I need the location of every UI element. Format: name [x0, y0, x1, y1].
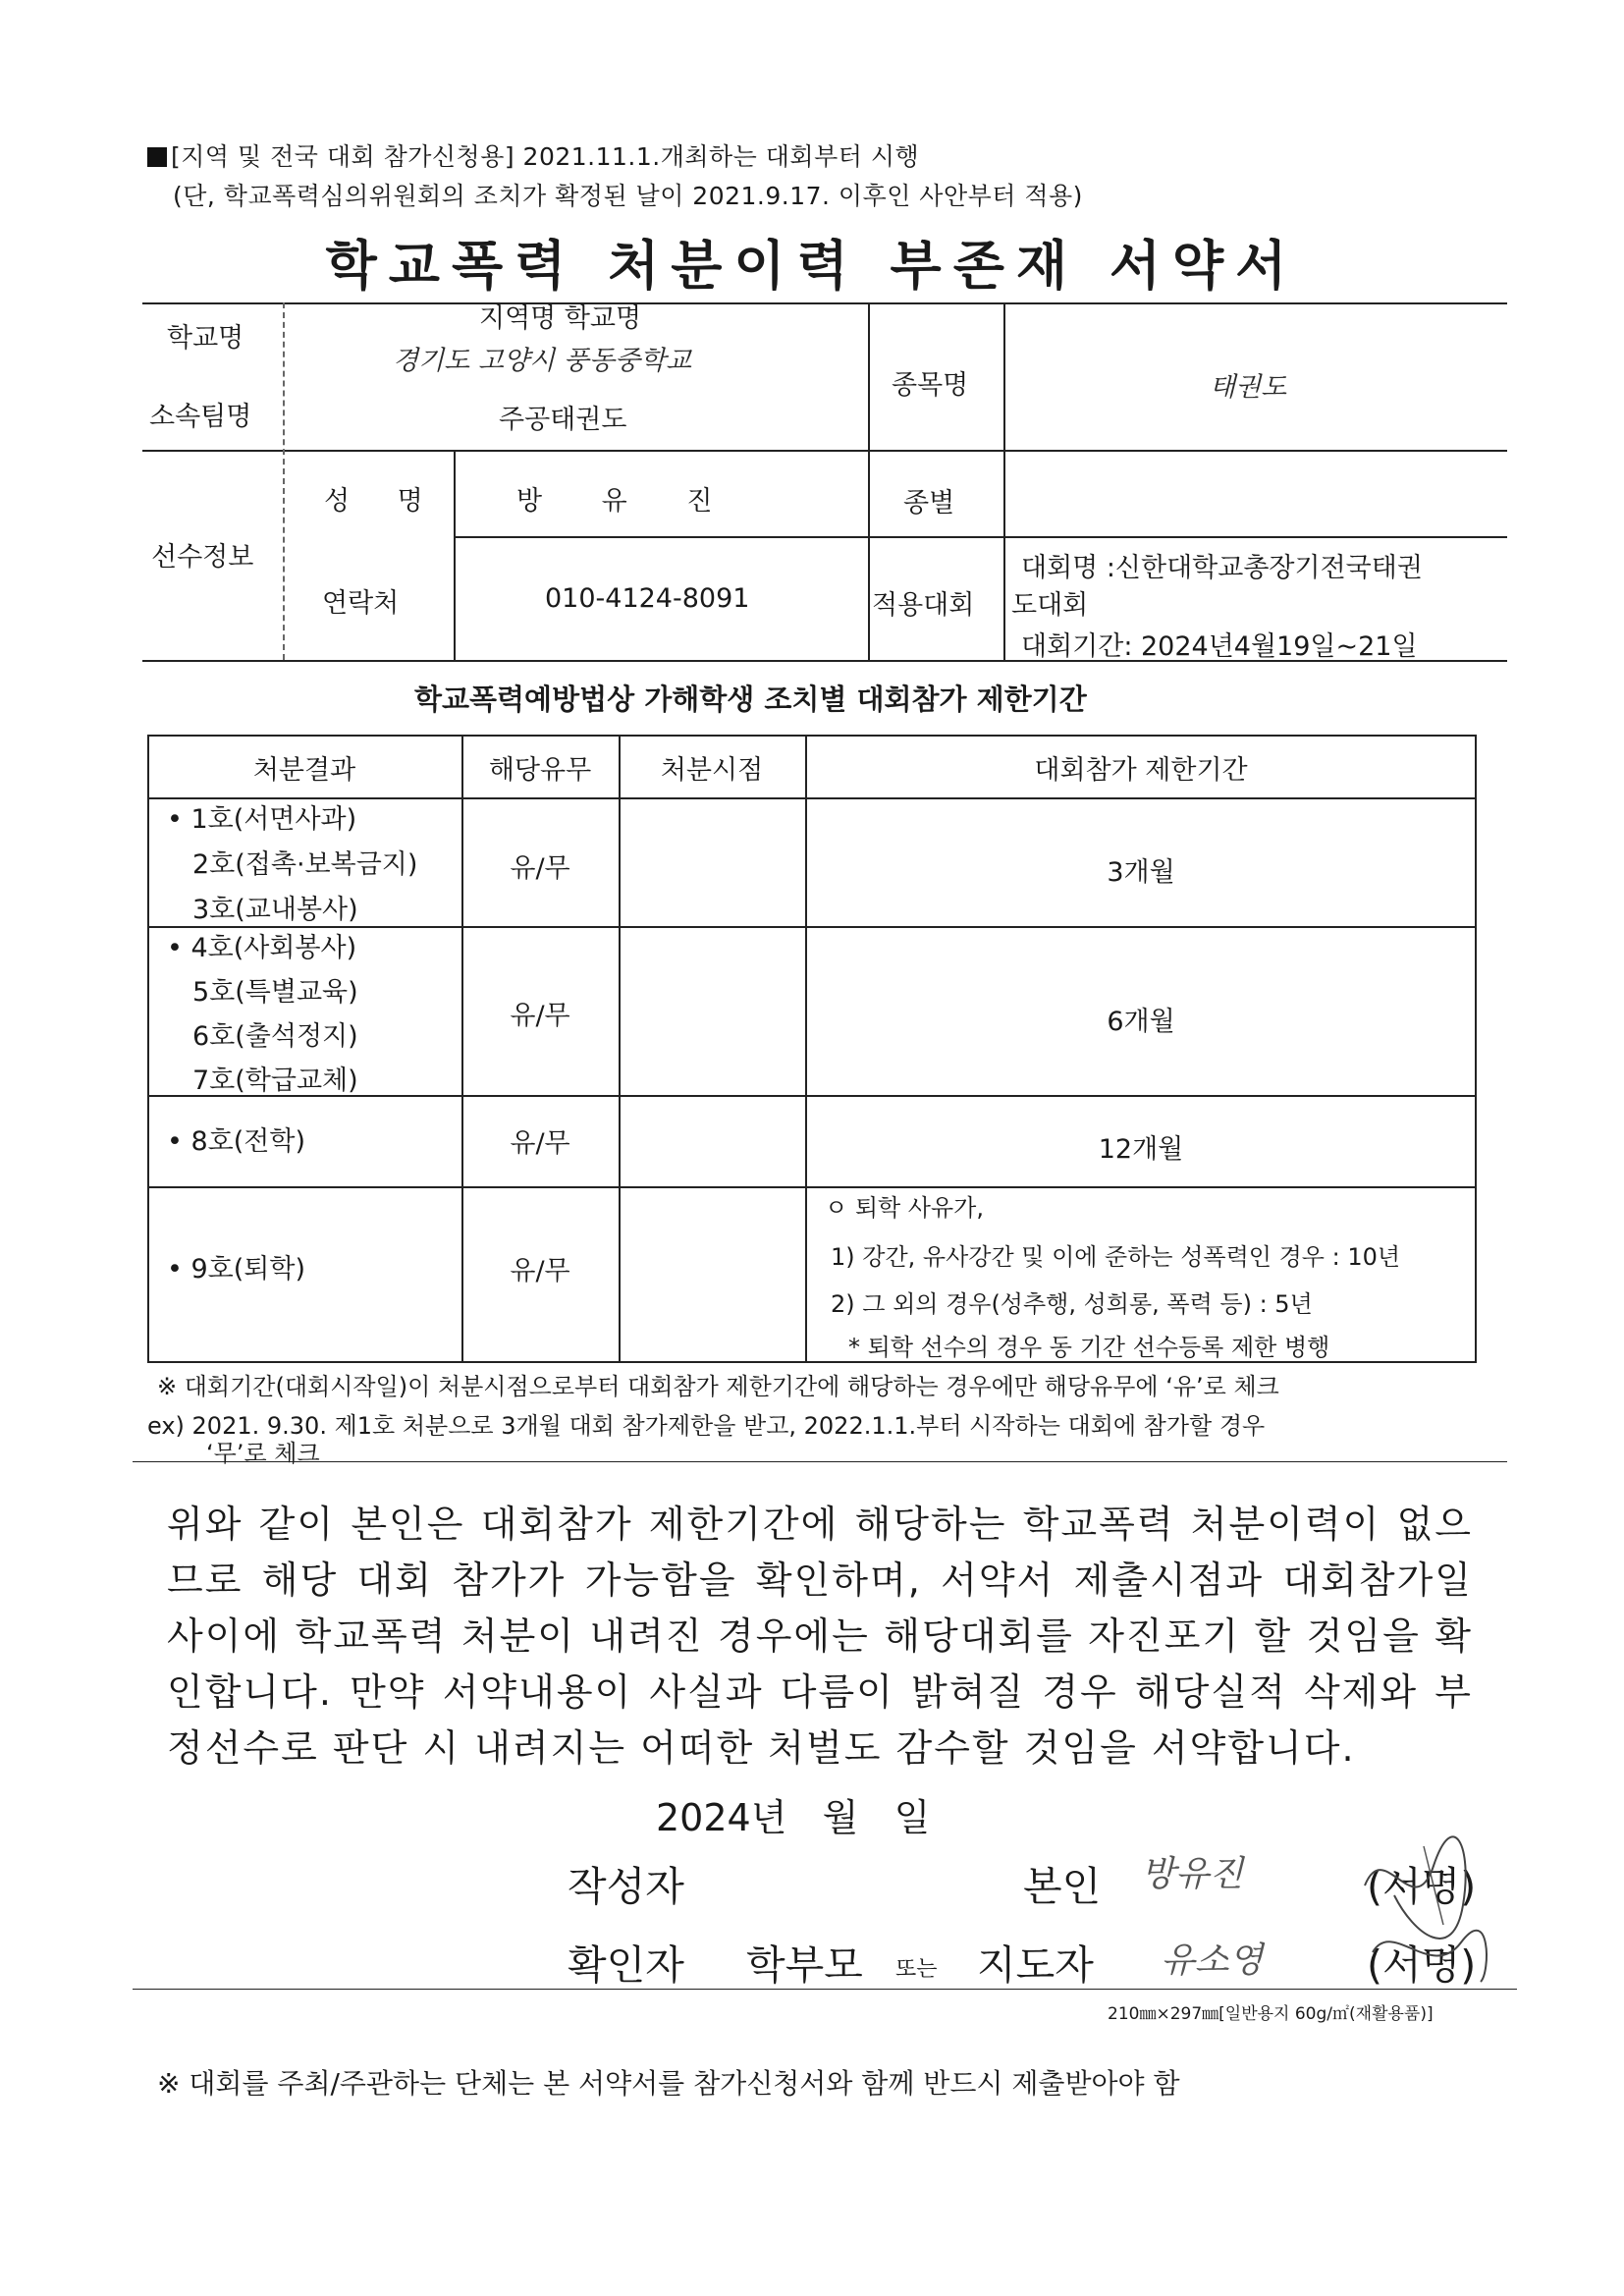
name-value: 방 유 진	[516, 486, 738, 517]
name-label: 성 명	[324, 486, 443, 517]
coach-label: 지도자	[977, 1941, 1094, 1989]
contact-value: 010-4124-8091	[545, 583, 750, 614]
notice-line-2: (단, 학교폭력심의위원회의 조치가 확정된 날이 2021.9.17. 이후인 사안부터 적용)	[173, 182, 1083, 210]
confirmer-label: 확인자	[568, 1941, 684, 1989]
row-3-item-1: • 8호(전학)	[167, 1126, 305, 1157]
header-period: 대회참가 제한기간	[1034, 755, 1248, 786]
sport-label: 종목명	[892, 370, 969, 401]
row-3-applicable: 유/무	[510, 1128, 570, 1159]
info-right-divider	[1003, 302, 1005, 660]
event-name-line-1: 대회명 :신한대학교총장기전국태권	[1021, 553, 1423, 583]
row-2-item-4: 7호(학급교체)	[192, 1066, 358, 1096]
col-divider-3	[805, 735, 807, 1363]
note-1: ※ 대회기간(대회시작일)이 처분시점으로부터 대회참가 제한기간에 해당하는 경우에만 해당유무에 ‘유’로 체크	[157, 1373, 1279, 1400]
event-period: 대회기간: 2024년4월19일~21일	[1021, 631, 1418, 662]
row-4-applicable: 유/무	[510, 1256, 570, 1286]
row-1-item-1: • 1호(서면사과)	[167, 804, 357, 835]
event-label: 적용대회	[872, 590, 975, 621]
player-label: 선수정보	[151, 542, 254, 573]
row-4-item-1: • 9호(퇴학)	[167, 1254, 305, 1285]
gender-label: 종별	[903, 488, 955, 519]
school-value: 경기도 고양시 풍동중학교	[393, 346, 692, 376]
team-label: 소속팀명	[149, 402, 252, 432]
row-1-applicable: 유/무	[510, 853, 570, 884]
pledge-text: 위와 같이 본인은 대회참가 제한기간에 해당하는 학교폭력 처분이력이 없으므로 해당 대회 참가가 가능함을 확인하며, 서약서 제출시점과 대회참가일 사이에 학교폭력 처분이 내려진 경우에는 해당대회를 자진포기 할 것임을 확인합니다. 만약 서약내용이 사실과 다름이 밝혀질 경우 해당실적 삭제와 부정선수로 판단 시 내려지는 어떠한 처벌도 감수할 것임을 서약합니다.	[167, 1503, 1473, 1770]
footer-note: ※ 대회를 주최/주관하는 단체는 본 서약서를 참가신청서와 함께 반드시 제출받아야 함	[157, 2067, 1180, 2100]
row-4-period-line-4: * 퇴학 선수의 경우 동 기간 선수등록 제한 병행	[848, 1334, 1330, 1361]
or-label: 또는	[895, 1957, 938, 1982]
sign-mark-2: (서명)	[1367, 1941, 1477, 1989]
pledge-date: 2024년 월 일	[656, 1796, 931, 1839]
row-2-applicable: 유/무	[510, 1001, 570, 1031]
note-3: ‘무’로 체크	[206, 1440, 320, 1467]
row-4-period-line-3: 2) 그 외의 경우(성추행, 성희롱, 폭력 등) : 5년	[831, 1290, 1313, 1318]
row-1-period: 3개월	[1107, 857, 1175, 888]
school-header: 지역명 학교명	[479, 303, 642, 334]
signature-divider	[133, 1989, 1517, 1990]
row-4-period-line-2: 1) 강간, 유사강간 및 이에 준하는 성폭력인 경우 : 10년	[831, 1243, 1401, 1271]
info-inner-border	[454, 536, 1507, 538]
player-sub-divider	[454, 452, 456, 660]
notice-line-1	[147, 137, 919, 173]
parent-label: 학부모	[746, 1941, 863, 1989]
notes-divider	[133, 1461, 1507, 1462]
row-3-border	[147, 1186, 1477, 1188]
header-time: 처분시점	[660, 755, 764, 786]
row-2-period: 6개월	[1107, 1007, 1175, 1037]
document-title: 학교폭력 처분이력 부존재 서약서	[325, 235, 1299, 297]
paper-spec: 210㎜×297㎜[일반용지 60g/㎡(재활용품)]	[1108, 2004, 1434, 2024]
sport-value: 태권도	[1210, 372, 1287, 403]
note-2: ex) 2021. 9.30. 제1호 처분으로 3개월 대회 참가제한을 받고, 2022.1.1.부터 시작하는 대회에 참가할 경우	[147, 1412, 1266, 1440]
header-applicable: 해당유무	[488, 755, 592, 786]
self-signature: 방유진	[1141, 1854, 1244, 1894]
row-2-item-2: 5호(특별교육)	[192, 977, 358, 1008]
row-1-item-2: 2호(접촉·보복금지)	[192, 849, 418, 880]
restriction-heading: 학교폭력예방법상 가해학생 조치별 대회참가 제한기간	[414, 683, 1087, 716]
row-3-period: 12개월	[1098, 1134, 1184, 1165]
square-bullet-icon	[147, 147, 167, 167]
row-1-item-3: 3호(교내봉사)	[192, 895, 358, 925]
self-label: 본인	[1023, 1863, 1102, 1910]
contact-label: 연락처	[322, 588, 400, 619]
info-center-divider	[868, 302, 870, 660]
row-2-item-1: • 4호(사회봉사)	[167, 933, 357, 963]
col-divider-2	[619, 735, 621, 1363]
school-label: 학교명	[167, 323, 244, 354]
info-mid-border	[142, 450, 1507, 452]
signature-scribble-2	[1363, 1913, 1500, 1992]
info-top-border	[142, 302, 1507, 304]
notice-text-1: [지역 및 전국 대회 참가신청용] 2021.11.1.개최하는 대회부터 시행	[171, 142, 920, 171]
sign-mark-1: (서명)	[1367, 1863, 1477, 1910]
info-label-divider	[283, 302, 285, 660]
writer-label: 작성자	[568, 1863, 684, 1910]
event-name-line-2: 도대회	[1011, 590, 1089, 621]
coach-signature: 유소영	[1161, 1941, 1264, 1981]
row-4-period-line-1: ㅇ 퇴학 사유가,	[825, 1194, 984, 1222]
team-value: 주공태권도	[499, 405, 627, 435]
row-2-item-3: 6호(출석정지)	[192, 1021, 358, 1052]
header-result: 처분결과	[252, 755, 356, 786]
